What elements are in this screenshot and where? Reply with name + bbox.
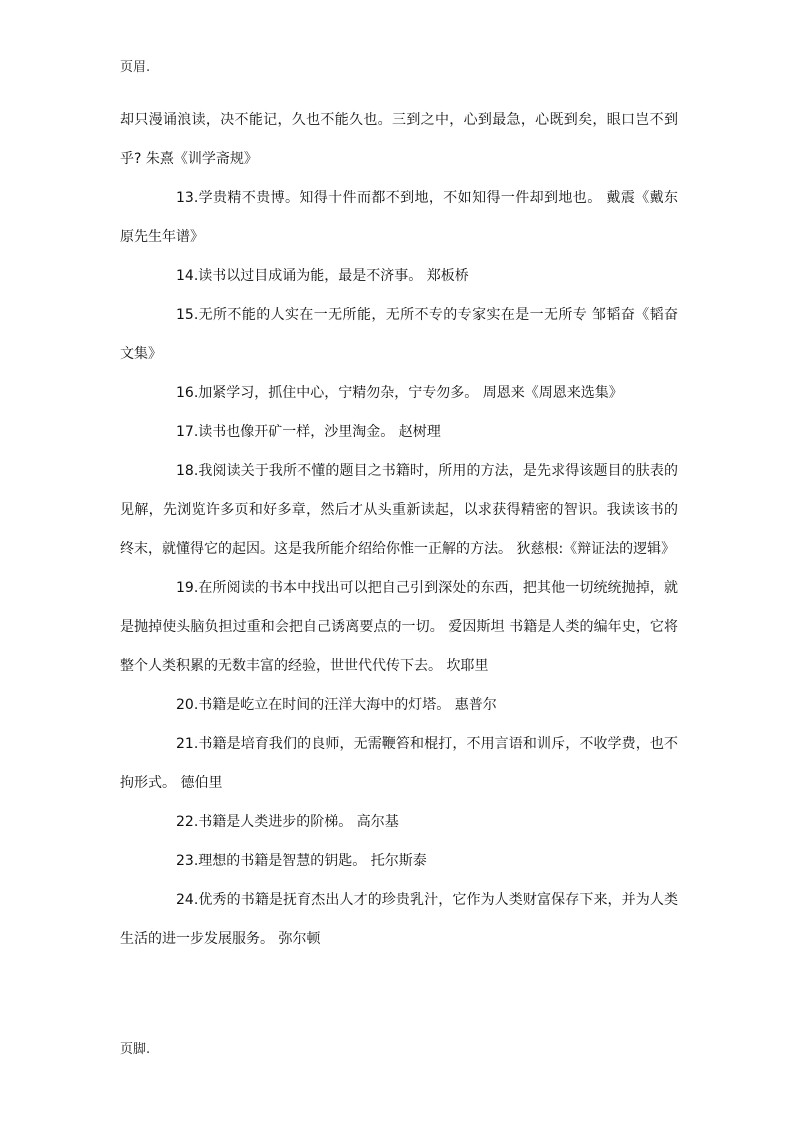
quote-22: 22.书籍是人类进步的阶梯。 高尔基 — [176, 814, 399, 830]
quote-21: 21.书籍是培育我们的良师，无需鞭笞和棍打，不用言语和训斥，不收学费，也不拘形式。 德伯里 — [120, 736, 678, 791]
document-body — [120, 101, 678, 959]
quote-15: 15.无所不能的人实在一无所能，无所不专的专家实在是一无所专 邹韬奋《韬奋文集》 — [120, 307, 678, 362]
quote-24: 24.优秀的书籍是抚育杰出人才的珍贵乳汁，它作为人类财富保存下来，并为人类生活的进一步发展服务。 弥尔顿 — [120, 892, 678, 947]
quote-20: 20.书籍是屹立在时间的汪洋大海中的灯塔。 惠普尔 — [176, 697, 497, 713]
page-header: 页眉. — [120, 60, 151, 75]
quote-23: 23.理想的书籍是智慧的钥匙。 托尔斯泰 — [176, 853, 427, 869]
quote-13: 13.学贵精不贵博。知得十件而都不到地，不如知得一件却到地也。 戴震《戴东原先生年谱》 — [120, 190, 678, 245]
quote-14: 14.读书以过目成诵为能，最是不济事。 郑板桥 — [176, 268, 469, 284]
quote-16: 16.加紧学习，抓住中心，宁精勿杂，宁专勿多。 周恩来《周恩来选集》 — [176, 385, 623, 401]
page-footer: 页脚. — [120, 1042, 151, 1057]
paragraph-continuation: 却只漫诵浪读，决不能记，久也不能久也。三到之中，心到最急，心既到矣，眼口岂不到乎? 朱熹《训学斋规》 — [120, 112, 678, 167]
quote-17: 17.读书也像开矿一样，沙里淘金。 赵树理 — [176, 424, 441, 440]
quote-19: 19.在所阅读的书本中找出可以把自己引到深处的东西，把其他一切统统抛掉，就是抛掉使头脑负担过重和会把自己诱离要点的一切。 爱因斯坦 书籍是人类的编年史，它将整个人类积累的无数丰富的经验，世世代代传下去。 坎耶里 — [120, 580, 678, 674]
quote-18: 18.我阅读关于我所不懂的题目之书籍时，所用的方法，是先求得该题目的肤表的见解，先浏览许多页和好多章，然后才从头重新读起，以求获得精密的智识。我读该书的终末，就懂得它的起因。这是我所能介绍给你惟一正解的方法。 狄慈根:《辩证法的逻辑》 — [120, 463, 678, 557]
